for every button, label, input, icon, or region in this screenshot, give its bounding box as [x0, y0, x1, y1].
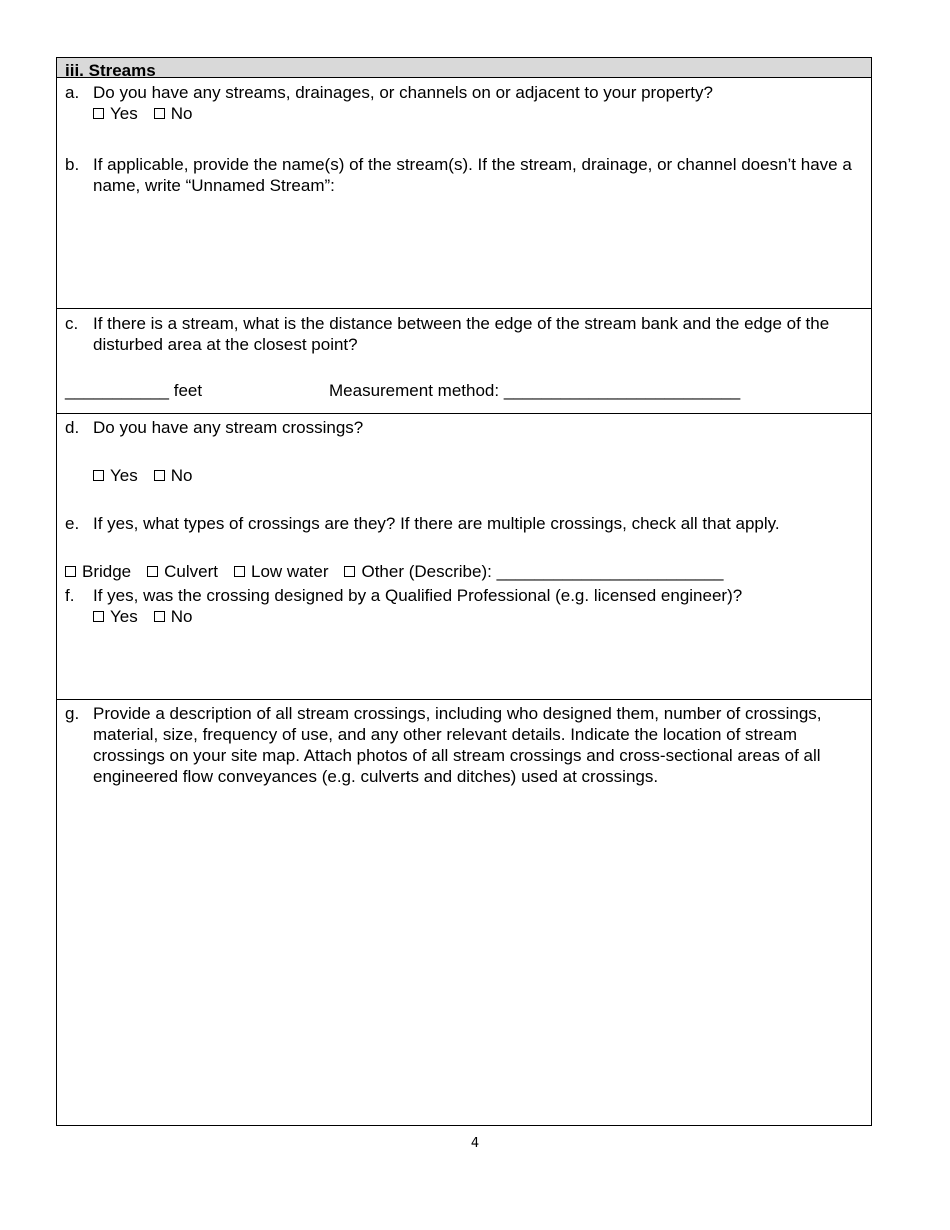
question-b-text: If applicable, provide the name(s) of the stream(s). If the stream, drainage, or channel doesn’t have a name, write “Unnamed Stream”: [93, 155, 852, 195]
question-f [65, 585, 869, 627]
question-a-yes-option[interactable] [93, 103, 138, 124]
low-water-label: Low water [251, 562, 329, 581]
other-option[interactable] [344, 561, 491, 582]
checkbox-icon[interactable] [147, 566, 158, 577]
question-e-options [65, 561, 724, 582]
section-def [57, 413, 871, 699]
checkbox-icon[interactable] [234, 566, 245, 577]
method-row [329, 380, 740, 401]
checkbox-icon[interactable] [154, 470, 165, 481]
question-g-letter: g. [65, 704, 80, 723]
question-a [65, 82, 869, 124]
checkbox-icon[interactable] [154, 611, 165, 622]
section-header: iii. Streams [57, 58, 871, 78]
question-f-yes-option[interactable] [93, 606, 138, 627]
question-c-text: If there is a stream, what is the distance between the edge of the stream bank and the edge of the disturbed area at the closest point? [93, 314, 830, 354]
yes-label: Yes [110, 104, 138, 123]
feet-blank[interactable]: ___________ [65, 381, 170, 400]
checkbox-icon[interactable] [65, 566, 76, 577]
question-e-text: If yes, what types of crossings are they? If there are multiple crossings, check all that apply. [93, 514, 780, 533]
other-describe-blank[interactable]: ________________________ [496, 562, 724, 581]
question-a-letter: a. [65, 83, 80, 102]
no-label: No [170, 607, 193, 626]
checkbox-icon[interactable] [93, 470, 104, 481]
method-blank[interactable]: _________________________ [503, 381, 741, 400]
question-e-letter: e. [65, 514, 80, 533]
question-f-options [93, 606, 869, 627]
streams-form [56, 57, 872, 1126]
question-c [65, 313, 869, 355]
checkbox-icon[interactable] [344, 566, 355, 577]
question-g-text: Provide a description of all stream crossings, including who designed them, number of crossings, material, size, frequency of use, and any other relevant details. Indicate the location of stream crossings on your site map. Attach photos of all stream crossings and cross-sectional areas of all engineered flow conveyances (e.g. culverts and ditches) used at crossings. [93, 704, 822, 786]
no-label: No [170, 104, 193, 123]
checkbox-icon[interactable] [93, 611, 104, 622]
bridge-option[interactable] [65, 561, 131, 582]
question-a-no-option[interactable] [154, 103, 193, 124]
question-d-no-option[interactable] [154, 465, 193, 486]
culvert-label: Culvert [164, 562, 218, 581]
method-label: Measurement method: [329, 381, 500, 400]
question-d [65, 417, 869, 438]
checkbox-icon[interactable] [93, 108, 104, 119]
distance-row [65, 380, 202, 401]
question-f-text: If yes, was the crossing designed by a Qualified Professional (e.g. licensed engineer)? [93, 586, 743, 605]
checkbox-icon[interactable] [154, 108, 165, 119]
question-a-options [93, 103, 869, 124]
question-a-text: Do you have any streams, drainages, or channels on or adjacent to your property? [93, 83, 713, 102]
question-c-letter: c. [65, 314, 79, 333]
question-e [65, 513, 869, 534]
yes-label: Yes [110, 466, 138, 485]
question-b [65, 154, 869, 196]
question-b-letter: b. [65, 155, 80, 174]
yes-label: Yes [110, 607, 138, 626]
feet-label: feet [173, 381, 203, 400]
question-f-no-option[interactable] [154, 606, 193, 627]
question-g [65, 703, 869, 787]
no-label: No [170, 466, 193, 485]
question-d-letter: d. [65, 418, 80, 437]
culvert-option[interactable] [147, 561, 218, 582]
section-ab [57, 78, 871, 308]
section-g [57, 699, 871, 1125]
question-d-yes-option[interactable] [93, 465, 138, 486]
bridge-label: Bridge [82, 562, 132, 581]
question-d-text: Do you have any stream crossings? [93, 418, 364, 437]
page-number: 4 [470, 1136, 480, 1151]
question-f-letter: f. [65, 586, 75, 605]
question-d-options [93, 465, 192, 486]
section-c [57, 308, 871, 413]
low-water-option[interactable] [234, 561, 328, 582]
other-label: Other (Describe): [361, 562, 492, 581]
